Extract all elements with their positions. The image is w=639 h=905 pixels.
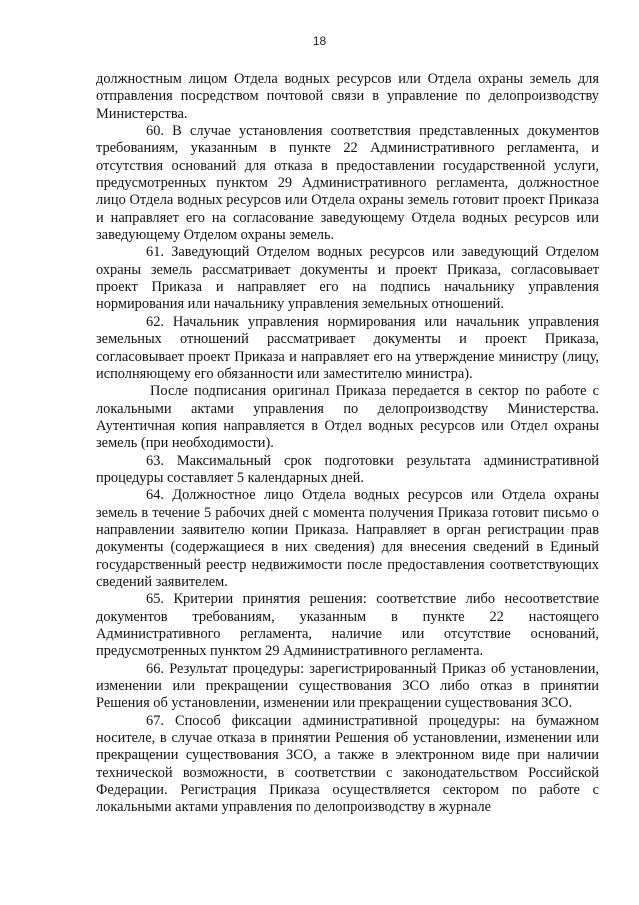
paragraph-continuation: должностным лицом Отдела водных ресурсов или Отдела охраны земель для отправления посредством почтовой связи в управление по делопроизводству Министерства.	[96, 71, 599, 122]
paragraph-67: 67. Способ фиксации административной процедуры: на бумажном носителе, в случае отказа в принятии Решения об установлении, изменении или прекращении существования ЗСО, а также в электронном виде при наличии технической возможности, в соответствии с законодательством Российской Федерации. Регистрация Приказа осуществляется сектором по работе с локальными актами управления по делопроизводству в журнале	[96, 712, 599, 816]
paragraph-62: 62. Начальник управления нормирования или начальник управления земельных отношений рассматривает документы и проект Приказа, согласовывает проект Приказа и направляет его на утверждение министру (лицу, исполняющему его обязанности или заместителю министра).	[96, 313, 599, 382]
paragraph-64: 64. Должностное лицо Отдела водных ресурсов или Отдела охраны земель в течение 5 рабочих дней с момента получения Приказа готовит письмо о направлении заявителю копии Приказа. Направляет в орган регистрации прав документы (содержащиеся в них сведения) для внесения сведений в Единый государственный реестр недвижимости после предоставления соответствующих сведений заявителем.	[96, 487, 599, 590]
paragraph-63: 63. Максимальный срок подготовки результата административной процедуры составляет 5 календарных дней.	[96, 452, 599, 486]
paragraph-61: 61. Заведующий Отделом водных ресурсов или заведующий Отделом охраны земель рассматривает документы и проект Приказа, согласовывает проект Приказа и направляет его на подпись начальнику управления нормирования или начальнику управления земельных отношений.	[96, 244, 599, 313]
paragraph-60: 60. В случае установления соответствия представленных документов требованиям, указанным в пункте 22 Административного регламента, и отсутствия оснований для отказа в предоставлении государственной услуги, предусмотренных пунктом 29 Административного регламента, должностное лицо Отдела водных ресурсов или Отдела охраны земель готовит проект Приказа и направляет его на согласование заведующему Отдела водных ресурсов или заведующему Отделом охраны земель.	[96, 123, 599, 244]
paragraph-after-signing: После подписания оригинал Приказа передается в сектор по работе с локальными актами управления по делопроизводству Министерства. Аутентичная копия направляется в Отдел водных ресурсов или Отдел охраны земель (при необходимости).	[96, 383, 599, 452]
page-number: 18	[312, 34, 327, 48]
paragraph-66: 66. Результат процедуры: зарегистрированный Приказ об установлении, изменении или прекращении существования ЗСО либо отказ в принятии Решения об установлении, изменении или прекращении существования ЗСО.	[96, 660, 599, 712]
document-body	[96, 71, 599, 817]
paragraph-65: 65. Критерии принятия решения: соответствие либо несоответствие документов требованиям, указанным в пункте 22 настоящего Административного регламента, наличие или отсутствие оснований, предусмотренных пунктом 29 Административного регламента.	[96, 591, 599, 660]
